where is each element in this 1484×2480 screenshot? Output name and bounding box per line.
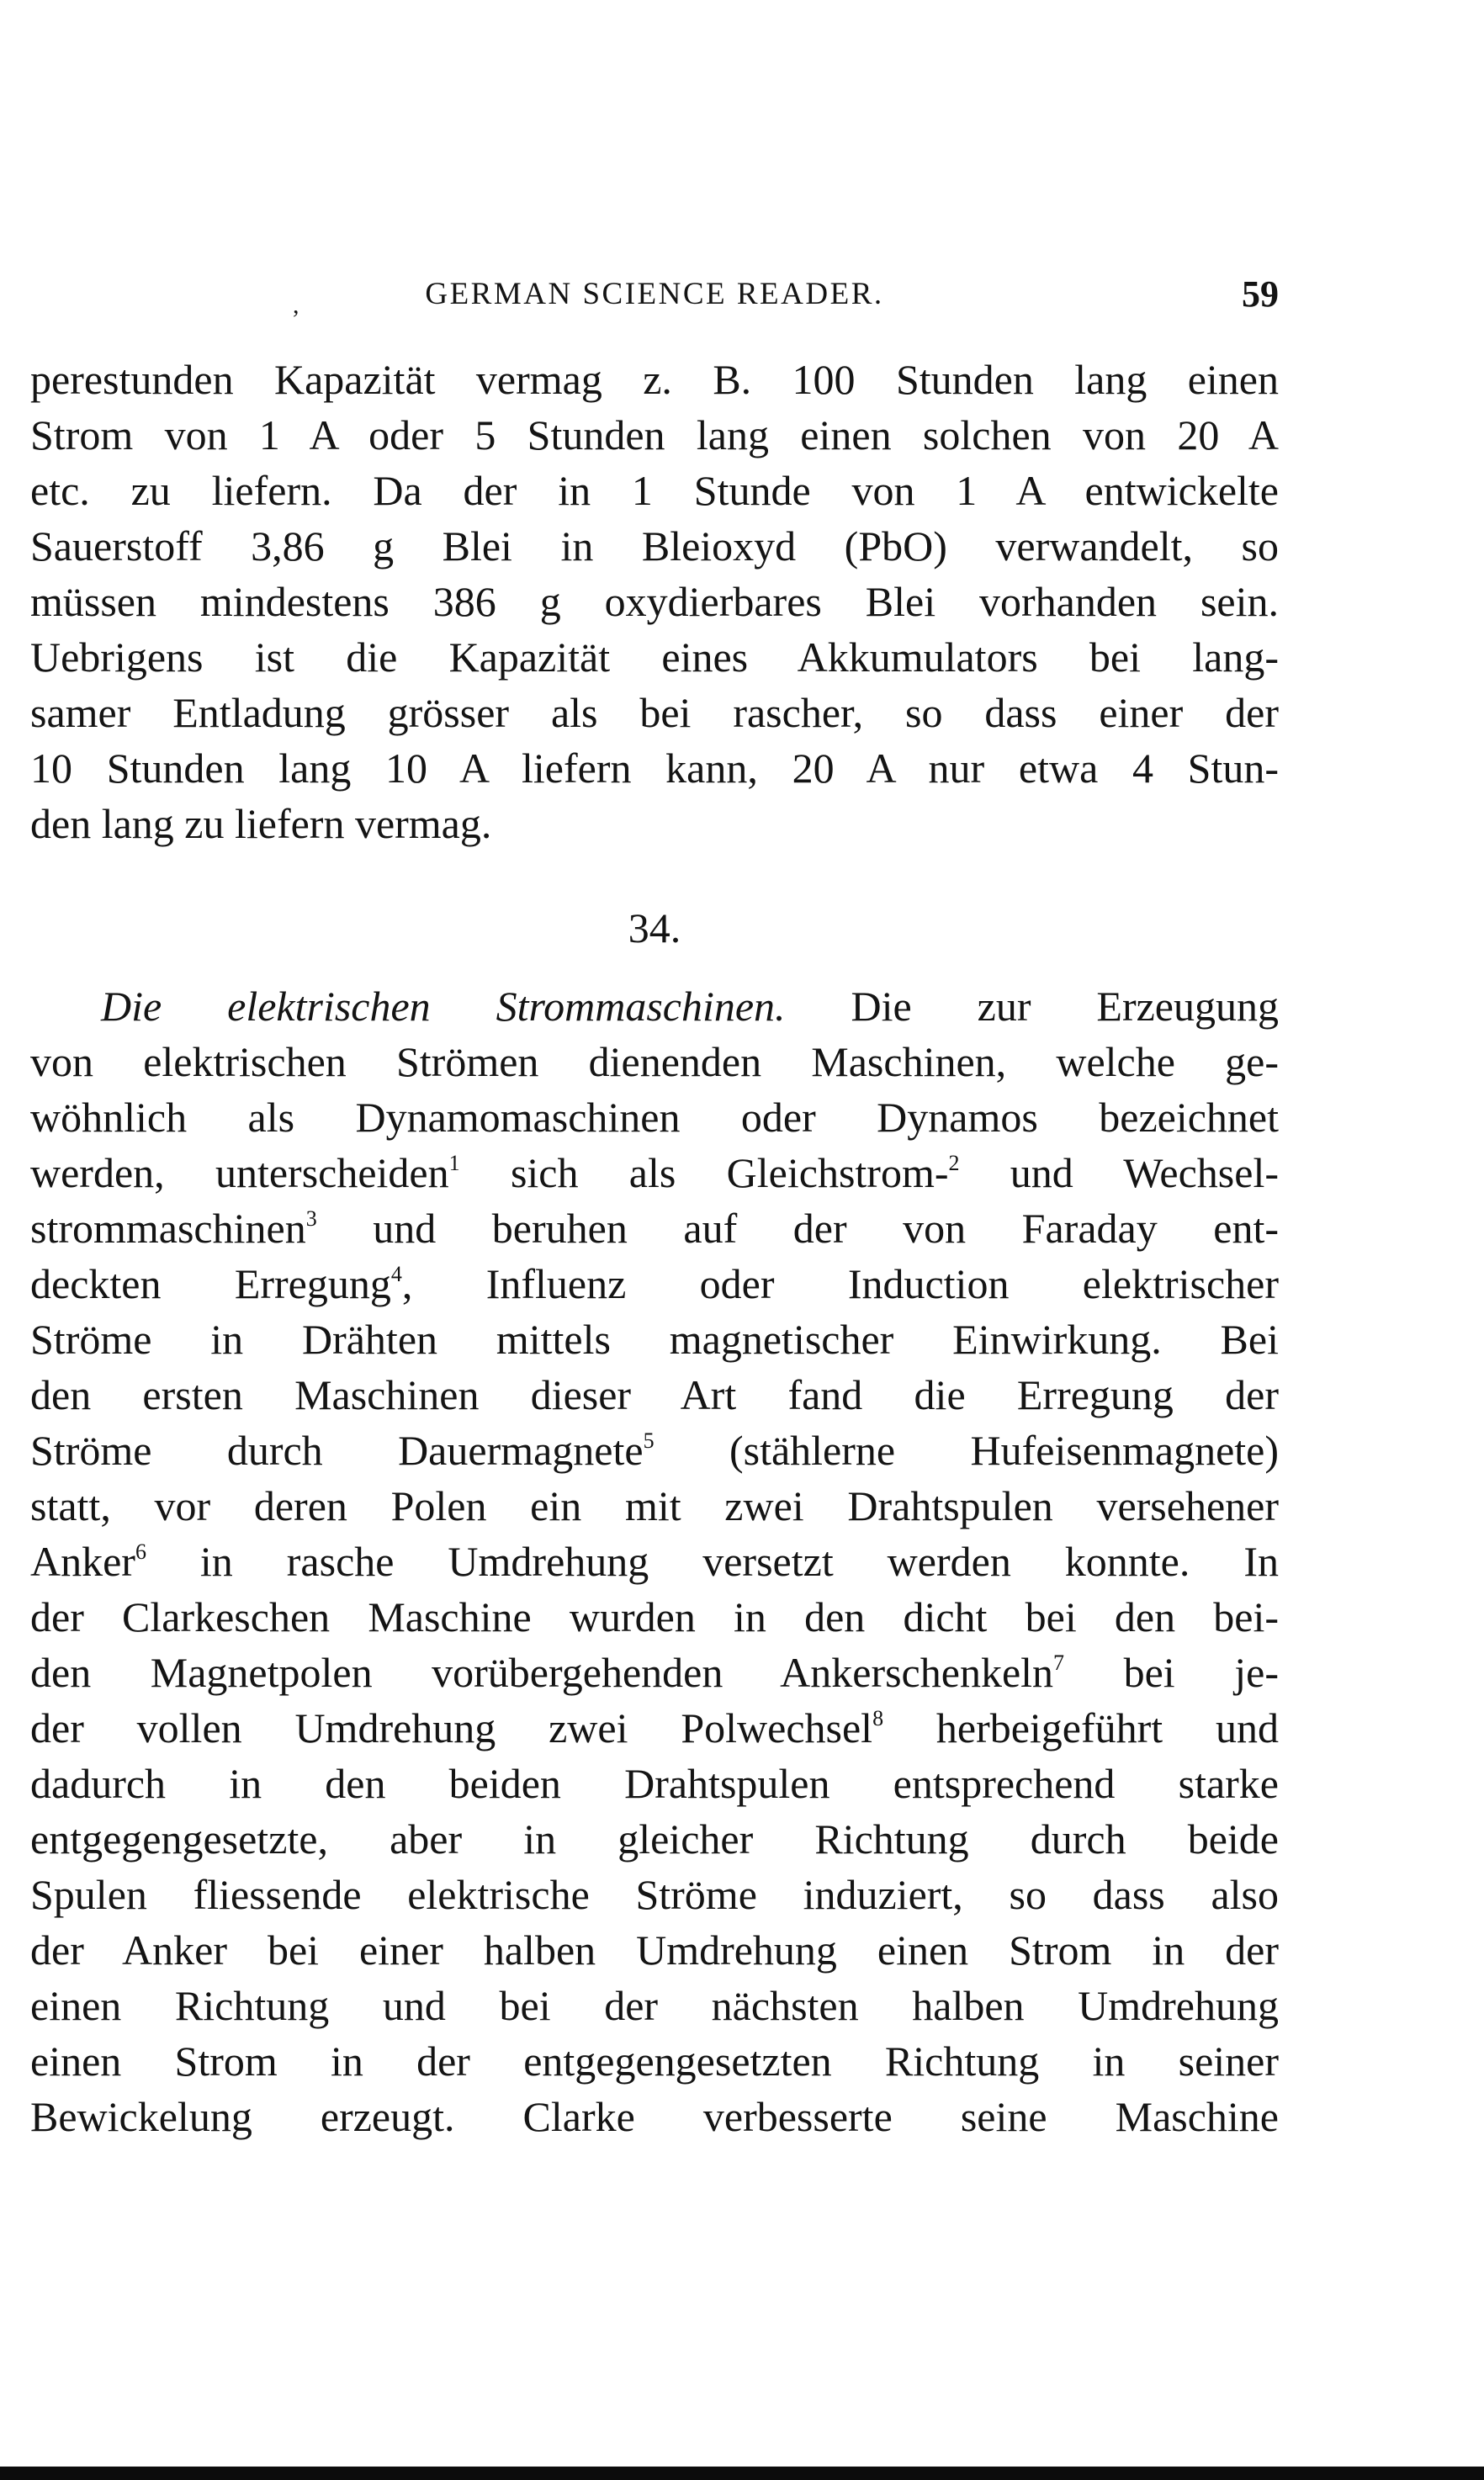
text-line: der Clarkeschen Maschine wurden in den dicht bei den bei-: [30, 1593, 1279, 1640]
footnote-marker: 5: [643, 1428, 655, 1453]
continued-paragraph: [30, 352, 1279, 851]
text-segment: den Magnetpolen vorübergehenden Ankerschenkeln: [30, 1649, 1054, 1696]
text-line: 10 Stunden lang 10 A liefern kann, 20 A nur etwa 4 Stun-: [30, 745, 1279, 792]
text-line: [30, 978, 1279, 1034]
text-segment: herbeigeführt und: [883, 1704, 1280, 1751]
running-title: GERMAN SCIENCE READER.: [425, 277, 884, 311]
text-line: Sauerstoff 3,86 g Blei in Bleioxyd (PbO) verwandelt, so: [30, 522, 1279, 570]
footnote-marker: 2: [948, 1151, 960, 1175]
text-line: den ersten Maschinen dieser Art fand die Erregung der: [30, 1371, 1279, 1418]
scan-bottom-edge: [0, 2467, 1484, 2480]
text-line: der Anker bei einer halben Umdrehung einen Strom in der: [30, 1926, 1279, 1974]
text-line: [30, 1145, 1279, 1200]
text-segment: und beruhen auf der von Faraday ent-: [316, 1205, 1279, 1252]
text-line: Bewickelung erzeugt. Clarke verbesserte seine Maschine: [30, 2093, 1279, 2140]
text-line: von elektrischen Strömen dienenden Maschinen, welche ge-: [30, 1038, 1279, 1085]
page-number: 59: [1242, 273, 1279, 315]
section-title: Die elektrischen Strommaschinen.: [101, 983, 786, 1030]
footnote-marker: 6: [135, 1539, 146, 1564]
text-segment: strommaschinen: [30, 1205, 306, 1252]
stray-mark: ,: [293, 291, 299, 319]
text-segment: und Wechsel-: [959, 1149, 1279, 1196]
text-line: einen Richtung und bei der nächsten halben Umdrehung: [30, 1982, 1279, 2029]
text-line: [30, 1700, 1279, 1756]
text-line: Uebrigens ist die Kapazität eines Akkumulators bei lang-: [30, 633, 1279, 681]
text-segment: (stählerne Hufeisenmagnete): [654, 1427, 1279, 1474]
text-line: dadurch in den beiden Drahtspulen entsprechend starke: [30, 1760, 1279, 1807]
footnote-marker: 7: [1053, 1651, 1065, 1675]
text-segment: deckten Erregung: [30, 1260, 391, 1307]
running-head: [30, 273, 1279, 323]
text-line: etc. zu liefern. Da der in 1 Stunde von 1 A entwickelte: [30, 467, 1279, 514]
text-segment: Ströme durch Dauermagnete: [30, 1427, 644, 1474]
text-line: samer Entladung grösser als bei rascher, so dass einer der: [30, 689, 1279, 736]
text-line: müssen mindestens 386 g oxydierbares Blei vorhanden sein.: [30, 578, 1279, 625]
text-line: entgegengesetzte, aber in gleicher Richtung durch beide: [30, 1815, 1279, 1863]
section-number: 34.: [628, 904, 681, 951]
text-line: einen Strom in der entgegengesetzten Richtung in seiner: [30, 2038, 1279, 2085]
text-segment: sich als Gleichstrom-: [459, 1149, 949, 1196]
text-line: [30, 1200, 1279, 1256]
section-paragraph: [30, 978, 1279, 2144]
text-line: Strom von 1 A oder 5 Stunden lang einen solchen von 20 A: [30, 411, 1279, 458]
footnote-marker: 8: [872, 1706, 884, 1730]
text-segment: , Influenz oder Induction elektrischer: [401, 1260, 1279, 1307]
text-segment: werden, unterscheiden: [30, 1149, 449, 1196]
text-line: statt, vor deren Polen ein mit zwei Drahtspulen versehener: [30, 1482, 1279, 1529]
text-segment: Anker: [30, 1538, 135, 1585]
text-line: [30, 1423, 1279, 1478]
text-line: den lang zu liefern vermag.: [30, 800, 492, 847]
text-segment: bei je-: [1064, 1649, 1279, 1696]
text-line: [30, 1256, 1279, 1312]
text-line: [30, 1645, 1279, 1700]
text-segment: Die zur Erzeugung: [785, 983, 1279, 1030]
text-line: [30, 1534, 1279, 1589]
text-line: Spulen fliessende elektrische Ströme induziert, so dass also: [30, 1871, 1279, 1918]
footnote-marker: 3: [305, 1206, 317, 1231]
text-segment: in rasche Umdrehung versetzt werden konnte. In: [146, 1538, 1279, 1585]
text-line: perestunden Kapazität vermag z. B. 100 Stunden lang einen: [30, 356, 1279, 403]
text-line: wöhnlich als Dynamomaschinen oder Dynamos bezeichnet: [30, 1094, 1279, 1141]
footnote-marker: 1: [448, 1151, 460, 1175]
text-segment: der vollen Umdrehung zwei Polwechsel: [30, 1704, 873, 1751]
footnote-marker: 4: [390, 1262, 402, 1286]
text-line: Ströme in Drähten mittels magnetischer Einwirkung. Bei: [30, 1316, 1279, 1363]
